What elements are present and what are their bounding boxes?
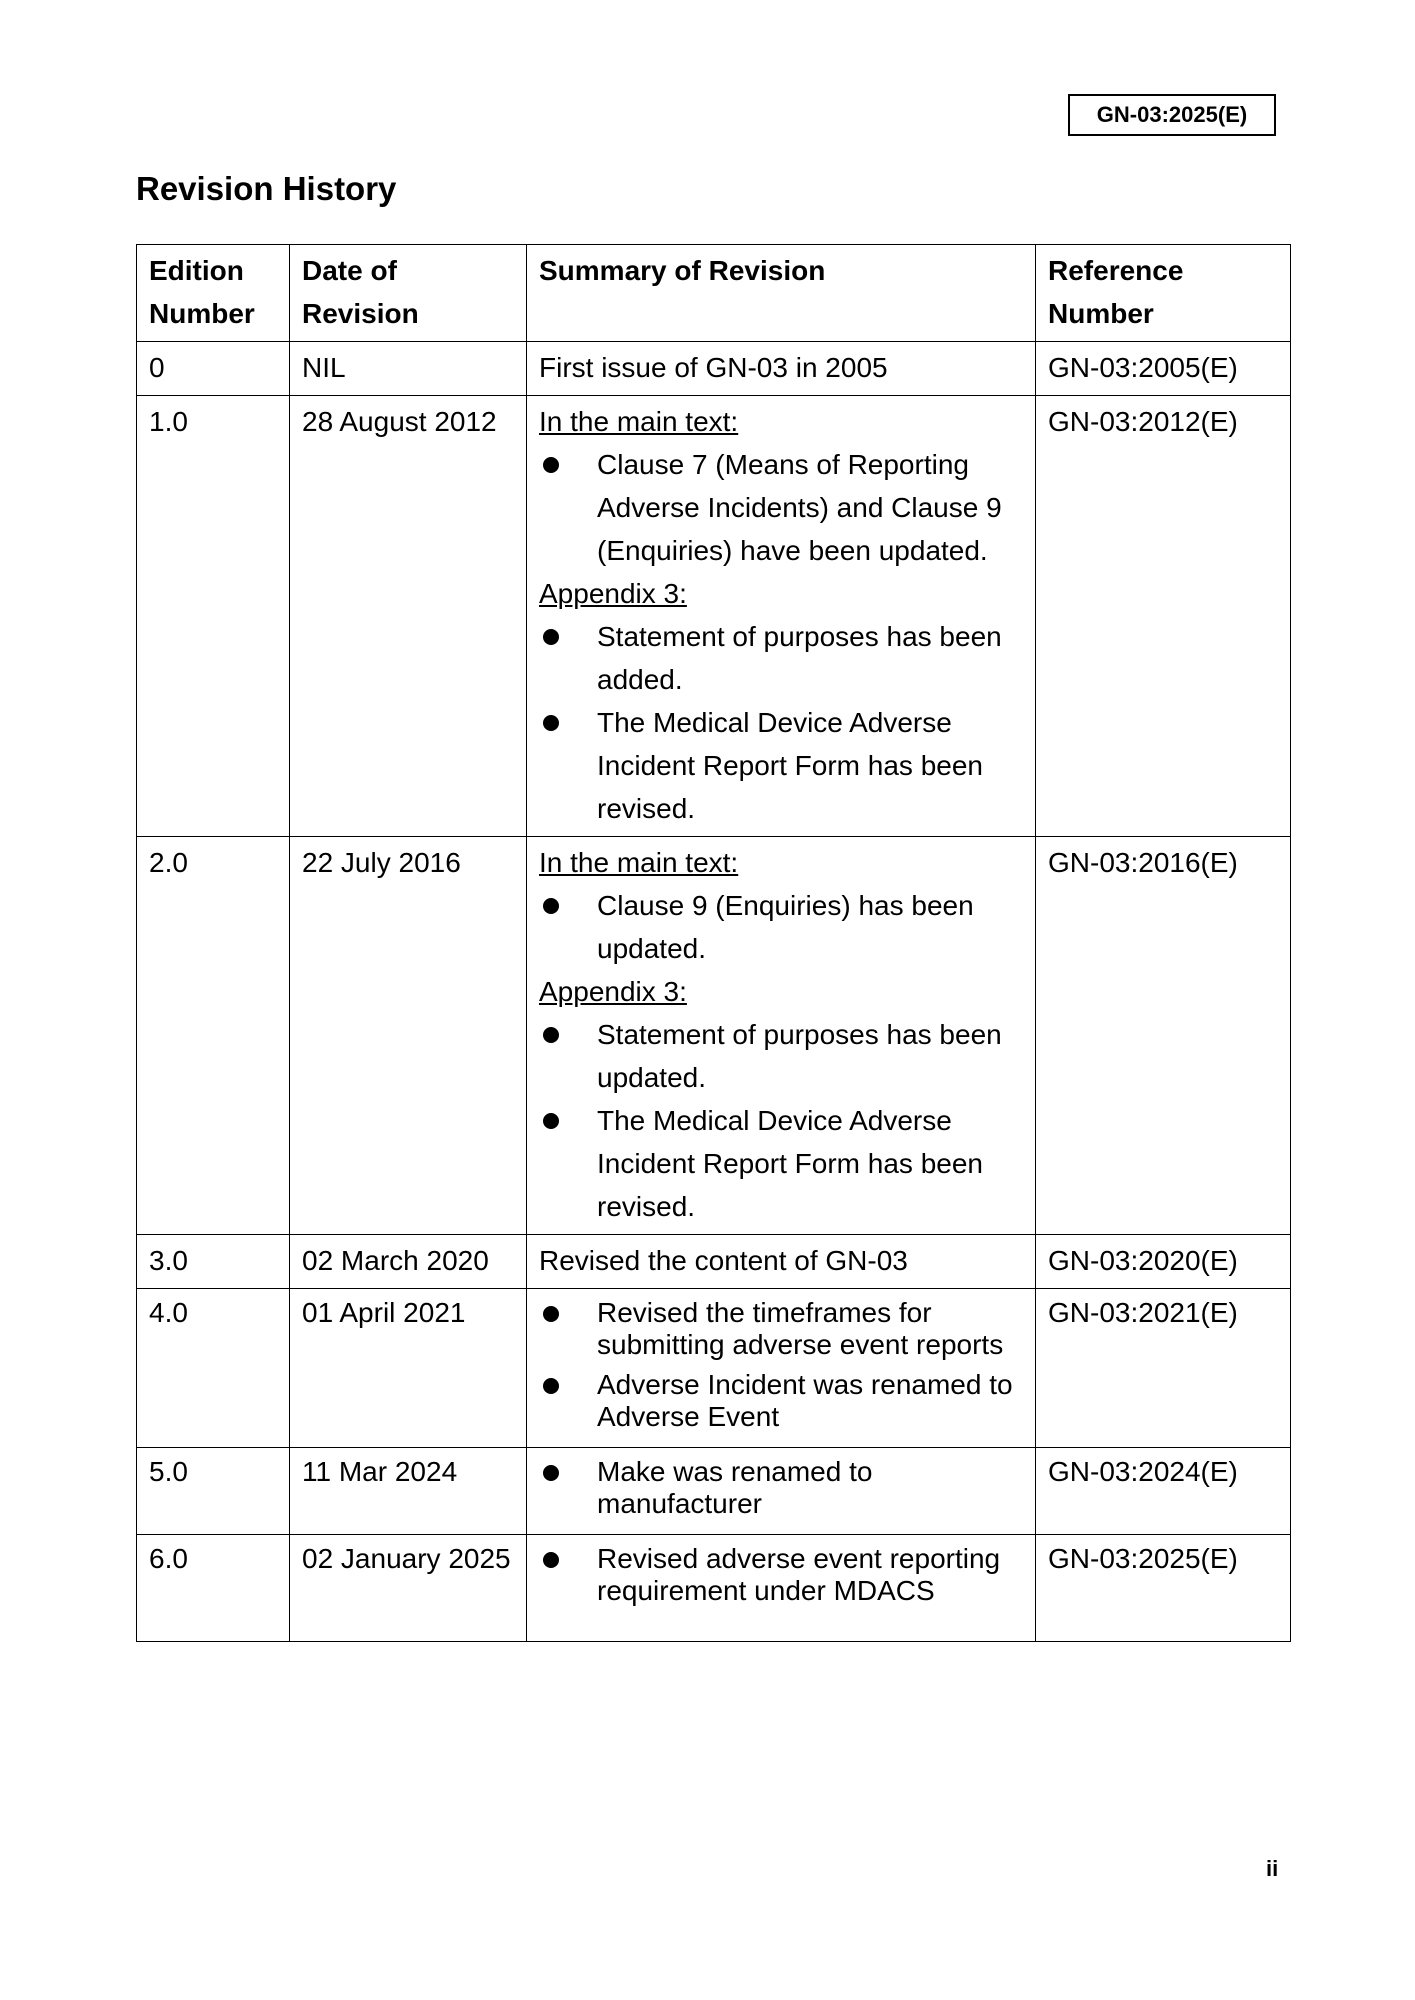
revision-history-table [136, 244, 1291, 1642]
document-reference: GN-03:2025(E) [1096, 102, 1248, 127]
edition-cell: 2.0 [137, 837, 290, 1235]
section-label: Appendix 3: [539, 578, 687, 609]
table-row [137, 342, 1291, 396]
table-row [137, 1535, 1291, 1642]
edition-cell: 0 [137, 342, 290, 396]
section-label: Appendix 3: [539, 976, 687, 1007]
bullet-list [539, 884, 1023, 970]
section-label: In the main text: [539, 406, 739, 437]
date-cell: 11 Mar 2024 [290, 1448, 527, 1535]
summary-cell [527, 837, 1036, 1235]
bullet-item: Clause 9 (Enquiries) has been updated. [539, 884, 1023, 970]
summary-cell [527, 396, 1036, 837]
summary-cell: First issue of GN-03 in 2005 [527, 342, 1036, 396]
header-edition-number: Edition Number [137, 245, 290, 342]
summary-cell [527, 1535, 1036, 1642]
bullet-item: Statement of purposes has been updated. [539, 1013, 1023, 1099]
reference-cell: GN-03:2005(E) [1036, 342, 1291, 396]
summary-cell: Revised the content of GN-03 [527, 1235, 1036, 1289]
date-cell: 22 July 2016 [290, 837, 527, 1235]
reference-cell: GN-03:2020(E) [1036, 1235, 1291, 1289]
bullet-item: The Medical Device Adverse Incident Report Form has been revised. [539, 1099, 1023, 1228]
date-cell: 28 August 2012 [290, 396, 527, 837]
summary-cell [527, 1448, 1036, 1535]
section-label: In the main text: [539, 847, 739, 878]
table-row [137, 1289, 1291, 1448]
bullet-list [539, 1297, 1023, 1433]
bullet-list [539, 443, 1023, 572]
table-row [137, 837, 1291, 1235]
edition-cell: 5.0 [137, 1448, 290, 1535]
date-cell: NIL [290, 342, 527, 396]
edition-cell: 1.0 [137, 396, 290, 837]
reference-cell: GN-03:2024(E) [1036, 1448, 1291, 1535]
date-cell: 01 April 2021 [290, 1289, 527, 1448]
bullet-list [539, 1456, 1023, 1520]
header-date-of-revision: Date of Revision [290, 245, 527, 342]
table-row [137, 1448, 1291, 1535]
edition-cell: 4.0 [137, 1289, 290, 1448]
bullet-list [539, 615, 1023, 830]
table-row [137, 1235, 1291, 1289]
table-header-row [137, 245, 1291, 342]
bullet-list [539, 1013, 1023, 1228]
edition-cell: 6.0 [137, 1535, 290, 1642]
header-reference-number: Reference Number [1036, 245, 1291, 342]
bullet-item: Revised the timeframes for submitting adverse event reports [539, 1297, 1023, 1361]
bullet-item: Revised adverse event reporting requirement under MDACS [539, 1543, 1023, 1607]
bullet-item: Adverse Incident was renamed to Adverse Event [539, 1369, 1023, 1433]
date-cell: 02 January 2025 [290, 1535, 527, 1642]
document-reference-box [1068, 94, 1276, 136]
bullet-item: Statement of purposes has been added. [539, 615, 1023, 701]
reference-cell: GN-03:2025(E) [1036, 1535, 1291, 1642]
bullet-item: Make was renamed to manufacturer [539, 1456, 1023, 1520]
reference-cell: GN-03:2012(E) [1036, 396, 1291, 837]
bullet-item: The Medical Device Adverse Incident Report Form has been revised. [539, 701, 1023, 830]
reference-cell: GN-03:2016(E) [1036, 837, 1291, 1235]
summary-cell [527, 1289, 1036, 1448]
bullet-item: Clause 7 (Means of Reporting Adverse Incidents) and Clause 9 (Enquiries) have been updated. [539, 443, 1023, 572]
date-cell: 02 March 2020 [290, 1235, 527, 1289]
table-row [137, 396, 1291, 837]
reference-cell: GN-03:2021(E) [1036, 1289, 1291, 1448]
page-title: Revision History [136, 170, 397, 207]
edition-cell: 3.0 [137, 1235, 290, 1289]
page-number: ii [1266, 1856, 1279, 1881]
bullet-list [539, 1543, 1023, 1607]
header-summary-of-revision: Summary of Revision [527, 245, 1036, 342]
